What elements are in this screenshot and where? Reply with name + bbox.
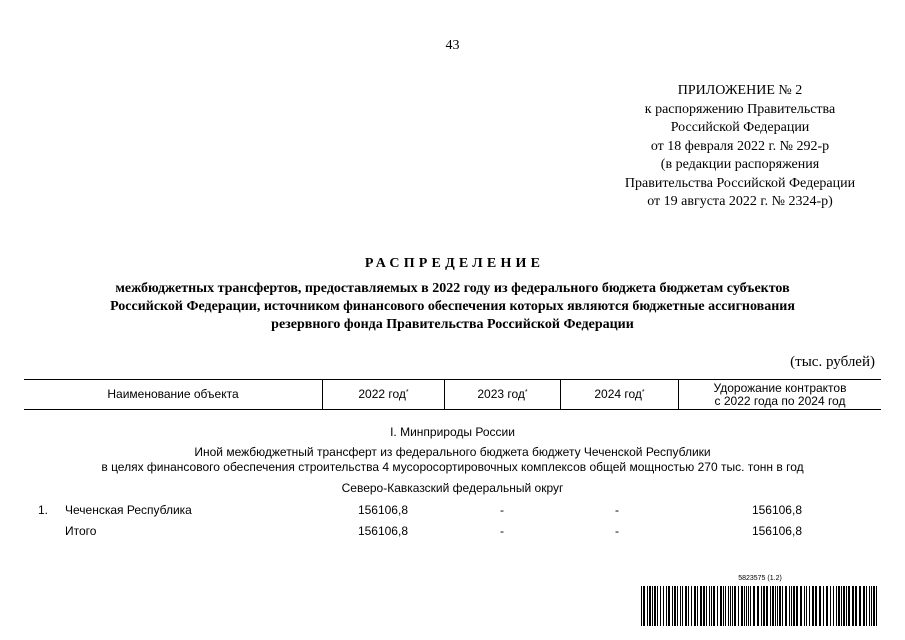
- header-cost-line: с 2022 года по 2024 год: [714, 393, 846, 408]
- barcode-bar: [652, 586, 653, 626]
- header-cost-increase: [679, 380, 881, 409]
- barcode-bar: [641, 586, 642, 626]
- barcode-bar: [843, 586, 845, 626]
- header-cost-line: Удорожание контрактов: [713, 380, 847, 395]
- barcode-bar: [725, 586, 726, 626]
- barcode-bar: [709, 586, 710, 626]
- barcode-bar: [782, 586, 783, 626]
- barcode-bar: [836, 586, 837, 626]
- barcode-bar: [777, 586, 778, 626]
- appendix-line: от 18 февраля 2022 г. № 292-р: [650, 138, 830, 154]
- barcode-bar: [809, 586, 810, 626]
- barcode-bar: [848, 586, 850, 626]
- row-name: Чеченская Республика: [65, 503, 192, 517]
- barcode-bar: [876, 586, 877, 626]
- barcode-bar: [859, 586, 861, 626]
- header-2022-label: 2022 год: [358, 387, 406, 401]
- barcode-bar: [871, 586, 872, 626]
- barcode-bar: [779, 586, 781, 626]
- barcode-bar: [657, 586, 658, 626]
- barcode-bar: [846, 586, 847, 626]
- page-number: 43: [445, 38, 460, 53]
- barcode-bar: [869, 586, 870, 626]
- table-header: [24, 379, 881, 410]
- barcode-bar: [815, 586, 817, 626]
- barcode-bar: [728, 586, 729, 626]
- subtitle-line: межбюджетных трансфертов, предоставляемых в 2022 году из федерального бюджета бюджетам субъектов: [115, 281, 790, 296]
- barcode-bar: [654, 586, 656, 626]
- barcode-bar: [761, 586, 762, 626]
- appendix-line: Российской Федерации: [670, 120, 810, 135]
- barcode-bar: [744, 586, 745, 626]
- row-value-2023: -: [500, 524, 504, 538]
- row-value-cost: 156106,8: [751, 524, 802, 538]
- barcode-bar: [713, 586, 715, 626]
- header-name: Наименование объекта: [107, 387, 239, 401]
- row-value-2023: -: [500, 503, 504, 517]
- row-value-2024: -: [615, 524, 619, 538]
- barcode-bar: [772, 586, 774, 626]
- barcode-bar: [734, 586, 736, 626]
- barcode-bar: [852, 586, 854, 626]
- barcode-bar: [682, 586, 683, 626]
- subtitle-line: Российской Федерации, источником финансового обеспечения которых являются бюджетные ассигнования: [110, 299, 795, 314]
- barcode-bar: [833, 586, 834, 626]
- barcode-bar: [688, 586, 689, 626]
- barcode-bar: [791, 586, 792, 626]
- barcode-bar: [649, 586, 651, 626]
- barcode-bar: [674, 586, 676, 626]
- row-value-2022: 156106,8: [357, 503, 408, 517]
- barcode-bar: [873, 586, 875, 626]
- barcode-bar: [826, 586, 828, 626]
- barcode-bar: [730, 586, 731, 626]
- barcode-bar: [741, 586, 743, 626]
- barcode-bar: [748, 586, 749, 626]
- barcode-bar: [706, 586, 707, 626]
- footnote-mark: *: [405, 389, 409, 396]
- header-2022: [323, 380, 444, 409]
- appendix-block: [600, 82, 880, 212]
- subtitle-line: резервного фонда Правительства Российской Федерации: [271, 317, 634, 332]
- barcode-bar: [757, 586, 759, 626]
- barcode-bar: [732, 586, 733, 626]
- header-2023: [445, 380, 560, 409]
- barcode-bar: [823, 586, 824, 626]
- barcode-bar: [830, 586, 831, 626]
- row-value-2024: -: [615, 503, 619, 517]
- barcode-bar: [720, 586, 722, 626]
- barcode-bar: [863, 586, 865, 626]
- barcode-bar: [668, 586, 670, 626]
- barcode-bar: [793, 586, 795, 626]
- table-row-total: [0, 524, 905, 540]
- barcode-bar: [717, 586, 718, 626]
- barcode-bar: [763, 586, 765, 626]
- barcode-bar: [697, 586, 698, 626]
- barcode-bar: [775, 586, 776, 626]
- barcode-bar: [643, 586, 645, 626]
- appendix-line: от 19 августа 2022 г. № 2324-р): [647, 194, 833, 209]
- table-row: [0, 503, 905, 519]
- ministry-heading: I. Минприроды России: [390, 425, 515, 439]
- barcode-bar: [700, 586, 702, 626]
- barcode-bar: [753, 586, 755, 626]
- barcode-bar: [663, 586, 664, 626]
- footnote-mark: *: [524, 389, 528, 396]
- document-subtitle: [40, 280, 865, 334]
- units-label: (тыс. рублей): [790, 354, 875, 370]
- barcode-bar: [804, 586, 805, 626]
- appendix-line: Правительства Российской Федерации: [624, 175, 856, 191]
- district-heading: Северо-Кавказский федеральный округ: [341, 481, 564, 495]
- barcode-bar: [711, 586, 712, 626]
- appendix-line: (в редакции распоряжения: [660, 157, 820, 172]
- barcode-bar: [750, 586, 751, 626]
- barcode-bar: [694, 586, 696, 626]
- barcode-bar: [819, 586, 821, 626]
- row-number: 1.: [38, 503, 49, 517]
- barcode-bar: [703, 586, 705, 626]
- barcode-bar: [785, 586, 787, 626]
- barcode-bar: [855, 586, 857, 626]
- row-name: Итого: [65, 524, 97, 538]
- barcode-bar: [866, 586, 867, 626]
- barcode-bar: [723, 586, 724, 626]
- header-2023-label: 2023 год: [477, 387, 525, 401]
- barcode-bar: [806, 586, 807, 626]
- row-value-2022: 156106,8: [357, 524, 408, 538]
- barcode-image: [641, 586, 879, 626]
- barcode-bar: [680, 586, 681, 626]
- barcode-bar: [746, 586, 747, 626]
- barcode-bar: [738, 586, 739, 626]
- footnote-mark: *: [641, 389, 645, 396]
- barcode-label: 5823575 (1.2): [738, 575, 782, 582]
- barcode-bar: [672, 586, 673, 626]
- transfer-description-line: в целях финансового обеспечения строительства 4 мусоросортировочных комплексов общей мощностью 270 тыс. тонн в год: [101, 460, 804, 474]
- row-value-cost: 156106,8: [751, 503, 802, 517]
- header-2024: [561, 380, 678, 409]
- barcode-bar: [660, 586, 661, 626]
- barcode-block: [640, 575, 880, 631]
- barcode-bar: [800, 586, 802, 626]
- appendix-line: ПРИЛОЖЕНИЕ № 2: [677, 83, 803, 98]
- barcode-bar: [770, 586, 771, 626]
- barcode-bar: [691, 586, 692, 626]
- barcode-bar: [812, 586, 814, 626]
- appendix-line: к распоряжению Правительства: [644, 101, 836, 117]
- barcode-bar: [841, 586, 842, 626]
- barcode-bar: [677, 586, 678, 626]
- barcode-bar: [685, 586, 687, 626]
- transfer-description-line: Иной межбюджетный трансферт из федерального бюджета бюджету Чеченской Республики: [194, 445, 711, 459]
- barcode-bar: [789, 586, 790, 626]
- header-2024-label: 2024 год: [594, 387, 642, 401]
- barcode-bar: [838, 586, 840, 626]
- barcode-bar: [766, 586, 768, 626]
- document-title: РАСПРЕДЕЛЕНИЕ: [364, 256, 545, 271]
- barcode-bar: [796, 586, 798, 626]
- barcode-bar: [647, 586, 648, 626]
- barcode-bar: [666, 586, 667, 626]
